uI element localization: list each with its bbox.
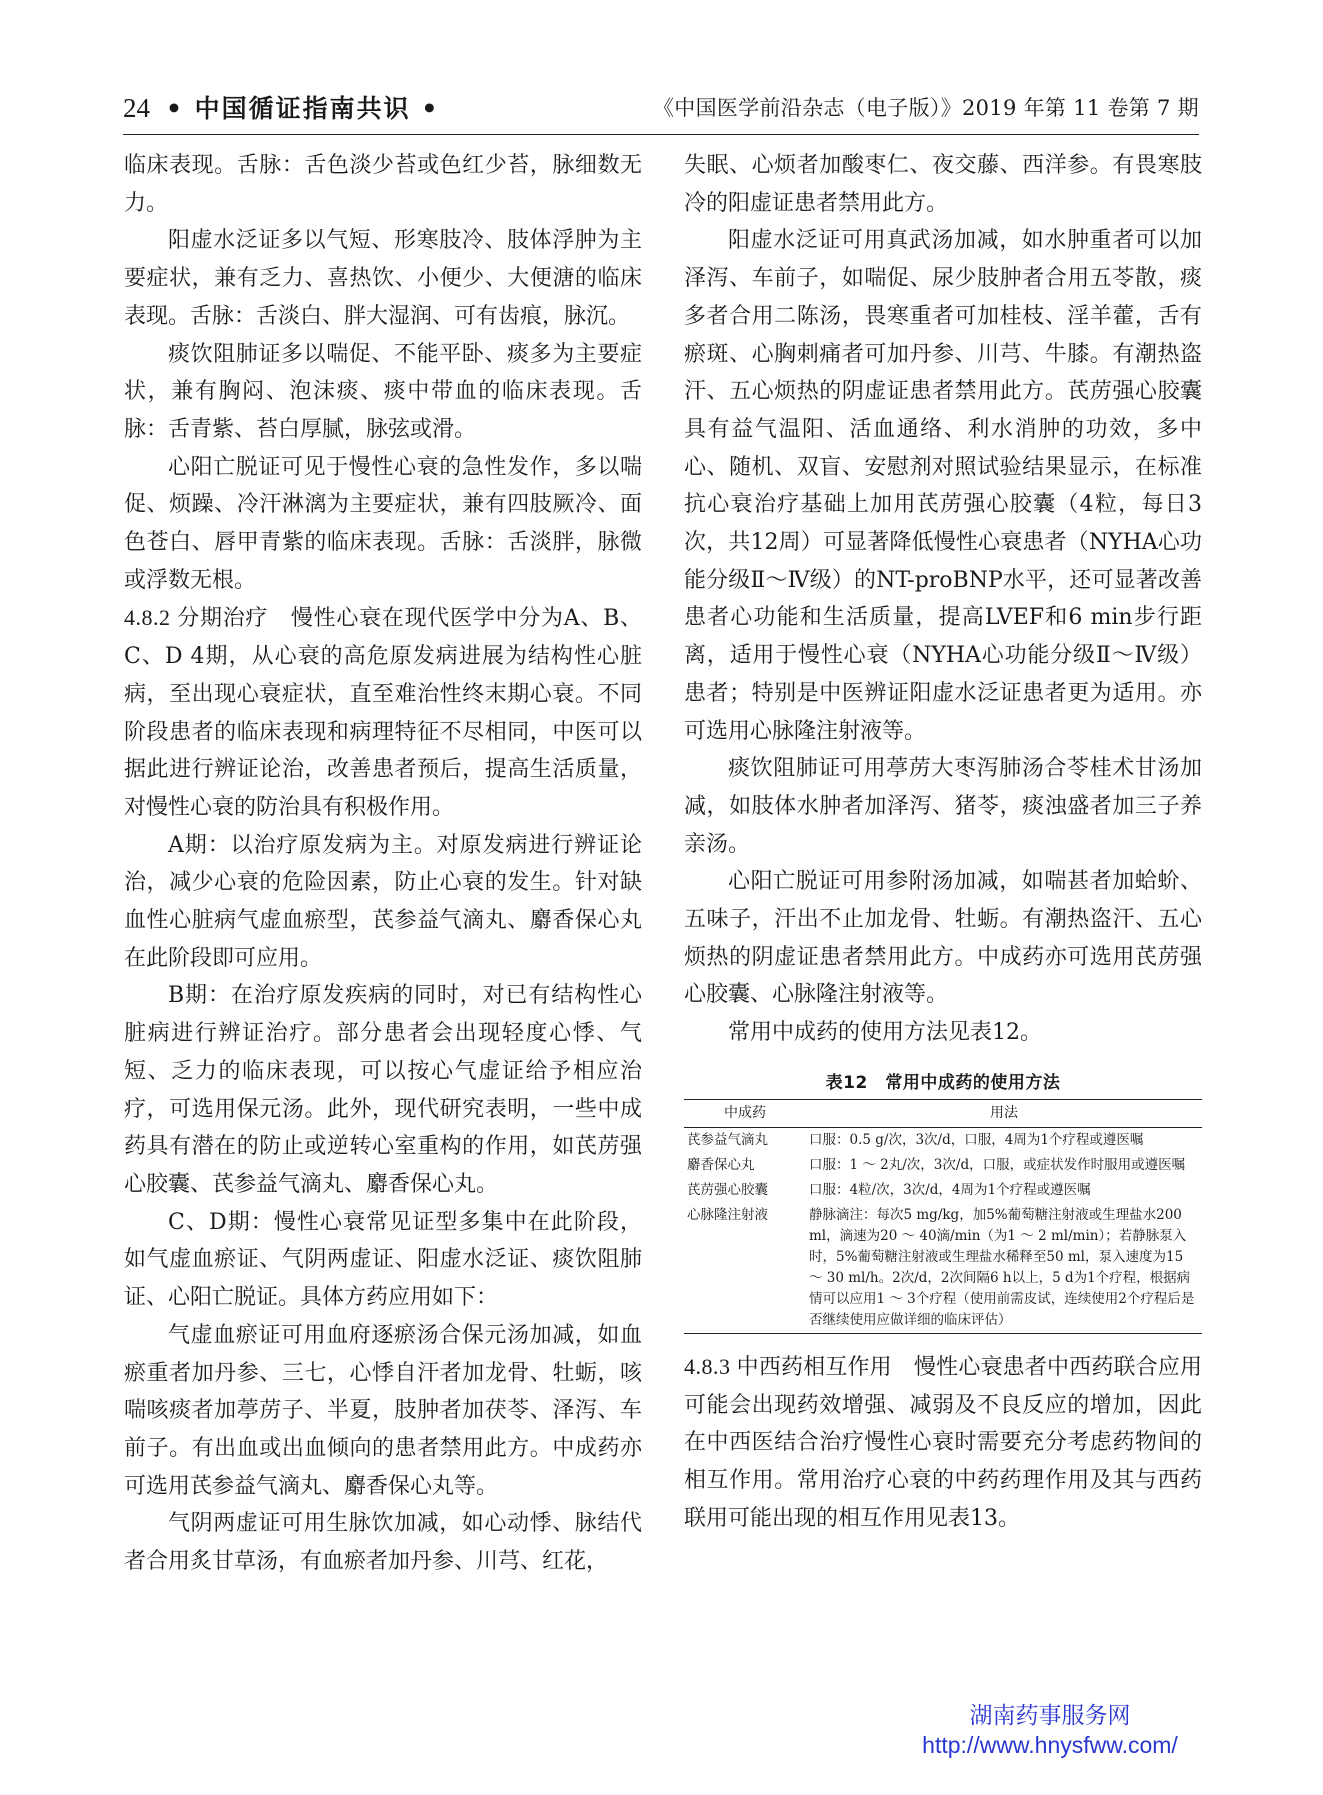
paragraph: 阳虚水泛证可用真武汤加减，如水肿重者可以加泽泻、车前子，如喘促、尿少肢肿者合用五苓散，痰多者合用二陈汤，畏寒重者可加桂枝、淫羊藿，舌有瘀斑、心胸刺痛者可加丹参、川芎、牛膝。有潮热盗汗、五心烦热的阴虚证患者禁用此方。芪苈强心胶囊具有益气温阳、活血通络、利水消肿的功效，多中心、随机、双盲、安慰剂对照试验结果显示，在标准抗心衰治疗基础上加用芪苈强心胶囊（4粒，每日3次，共12周）可显著降低慢性心衰患者（NYHA心功能分级Ⅱ～Ⅳ级）的NT-proBNP水平，还可显著改善患者心功能和生活质量，提高LVEF和6 min步行距离，适用于慢性心衰（NYHA心功能分级Ⅱ～Ⅳ级）患者；特别是中医辨证阳虚水泛证患者更为适用。亦可选用心脉隆注射液等。 (684, 228, 1202, 744)
table-row (684, 1203, 1202, 1334)
table-row (684, 1153, 1202, 1178)
paragraph: 痰饮阻肺证可用葶苈大枣泻肺汤合苓桂术甘汤加减，如肢体水肿者加泽泻、猪苓，痰浊盛者加三子养亲汤。 (684, 756, 1202, 857)
paragraph: 痰饮阻肺证多以喘促、不能平卧、痰多为主要症状，兼有胸闷、泡沫痰、痰中带血的临床表现。舌脉：舌青紫、苔白厚腻，脉弦或滑。 (124, 341, 642, 442)
page-number: 24 (123, 93, 150, 123)
table-row (684, 1127, 1202, 1153)
watermark-site-name: 湖南药事服务网 (969, 1702, 1131, 1728)
section-number: 4.8.3 (684, 1353, 731, 1379)
header-left (123, 88, 439, 129)
table-cell-name: 麝香保心丸 (687, 1156, 755, 1173)
table-cell-name: 芪苈强心胶囊 (687, 1181, 768, 1198)
table-header-row (684, 1099, 1202, 1127)
section-text: 慢性心衰患者中西药联合应用可能会出现药效增强、减弱及不良反应的增加，因此在中西医结合治疗慢性心衰时需要充分考虑药物间的相互作用。常用治疗心衰的中药药理作用及其与西药联用可能出现的相互作用见表13。 (684, 1354, 1202, 1531)
paragraph: 失眠、心烦者加酸枣仁、夜交藤、西洋参。有畏寒肢冷的阳虚证患者禁用此方。 (684, 153, 1202, 216)
section-number: 4.8.2 (124, 605, 171, 631)
paragraph: 常用中成药的使用方法见表12。 (728, 1020, 1042, 1046)
section-title: 分期治疗 (176, 606, 269, 632)
paragraph: B期：在治疗原发疾病的同时，对已有结构性心脏病进行辨证治疗。部分患者会出现轻度心悸、气短、乏力的临床表现，可以按心气虚证给予相应治疗，可选用保元汤。此外，现代研究表明，一些中成药具有潜在的防止或逆转心室重构的作用，如芪苈强心胶囊、芪参益气滴丸、麝香保心丸。 (124, 983, 642, 1197)
table-row (684, 1178, 1202, 1203)
paragraph: 心阳亡脱证可用参附汤加减，如喘甚者加蛤蚧、五味子，汗出不止加龙骨、牡蛎。有潮热盗汗、五心烦热的阴虚证患者禁用此方。中成药亦可选用芪苈强心胶囊、心脉隆注射液等。 (684, 869, 1202, 1008)
paragraph: A期：以治疗原发病为主。对原发病进行辨证论治，减少心衰的危险因素，防止心衰的发生。针对缺血性心脏病气虚血瘀型，芪参益气滴丸、麝香保心丸在此阶段即可应用。 (124, 832, 642, 971)
left-column (124, 147, 642, 1581)
spacer (684, 1334, 1202, 1348)
section-title: 中西药相互作用 (736, 1354, 892, 1380)
page-header (123, 88, 1199, 135)
table-header-cell: 用法 (806, 1099, 1202, 1127)
table-cell-usage: 口服：4粒/次，3次/d，4周为1个疗程或遵医嘱 (809, 1181, 1091, 1198)
paragraph: 气虚血瘀证可用血府逐瘀汤合保元汤加减，如血瘀重者加丹参、三七，心悸自汗者加龙骨、牡蛎，咳喘咳痰者加葶苈子、半夏，肢肿者加茯苓、泽泻、车前子。有出血或出血倾向的患者禁用此方。中成药亦可选用芪参益气滴丸、麝香保心丸等。 (124, 1322, 642, 1499)
section-text: 慢性心衰在现代医学中分为A、B、C、D 4期，从心衰的高危原发病进展为结构性心脏病，至出现心衰症状，直至难治性终末期心衰。不同阶段患者的临床表现和病理特征不尽相同，中医可以据此进行辨证论治，改善患者预后，提高生活质量，对慢性心衰的防治具有积极作用。 (124, 606, 642, 820)
table-cell-name: 心脉隆注射液 (687, 1206, 768, 1223)
paragraph: 临床表现。舌脉：舌色淡少苔或色红少苔，脉细数无力。 (124, 153, 642, 216)
medicine-usage-table (684, 1099, 1202, 1334)
table-caption: 表12 常用中成药的使用方法 (825, 1072, 1061, 1093)
table-cell-usage: 静脉滴注：每次5 mg/kg，加5%葡萄糖注射液或生理盐水200 ml，滴速为20 ～ 40滴/min（为1 ～ 2 ml/min）；若静脉泵入时，5%葡萄糖注射液或生理盐水稀释至50 ml，泵入速度为15 ～ 30 ml/h。2次/d，2次间隔6 h以上，5 d为1个疗程，根据病情可以应用1 ～ 3个疗程（使用前需皮试，连续使用2个疗程后是否继续使用应做详细的临床评估） (809, 1206, 1195, 1328)
paragraph: C、D期：慢性心衰常见证型多集中在此阶段，如气虚血瘀证、气阴两虚证、阳虚水泛证、痰饮阻肺证、心阳亡脱证。具体方药应用如下： (124, 1209, 642, 1311)
website-watermark (880, 1700, 1220, 1760)
table-cell-name: 芪参益气滴丸 (687, 1131, 768, 1148)
watermark-url: http://www.hnysfww.com/ (922, 1732, 1178, 1758)
table-cell-usage: 口服：0.5 g/次，3次/d，口服，4周为1个疗程或遵医嘱 (809, 1131, 1144, 1148)
paragraph: 气阴两虚证可用生脉饮加减，如心动悸、脉结代者合用炙甘草汤，有血瘀者加丹参、川芎、红花， (124, 1511, 642, 1575)
section-4-8-3 (684, 1348, 1202, 1538)
right-column (684, 147, 1202, 1537)
journal-section-title: • 中国循证指南共识 • (166, 94, 440, 123)
paragraph: 阳虚水泛证多以气短、形寒肢冷、肢体浮肿为主要症状，兼有乏力、喜热饮、小便少、大便溏的临床表现。舌脉：舌淡白、胖大湿润、可有齿痕，脉沉。 (124, 228, 642, 329)
paragraph: 心阳亡脱证可见于慢性心衰的急性发作，多以喘促、烦躁、冷汗淋漓为主要症状，兼有四肢厥冷、面色苍白、唇甲青紫的临床表现。舌脉：舌淡胖，脉微或浮数无根。 (124, 454, 642, 593)
journal-issue: 《中国医学前沿杂志（电子版）》2019 年第 11 卷第 7 期 (652, 96, 1199, 120)
table-header-cell: 中成药 (684, 1099, 806, 1127)
section-4-8-2 (124, 599, 642, 826)
table-cell-usage: 口服：1 ～ 2丸/次，3次/d，口服，或症状发作时服用或遵医嘱 (809, 1156, 1186, 1173)
